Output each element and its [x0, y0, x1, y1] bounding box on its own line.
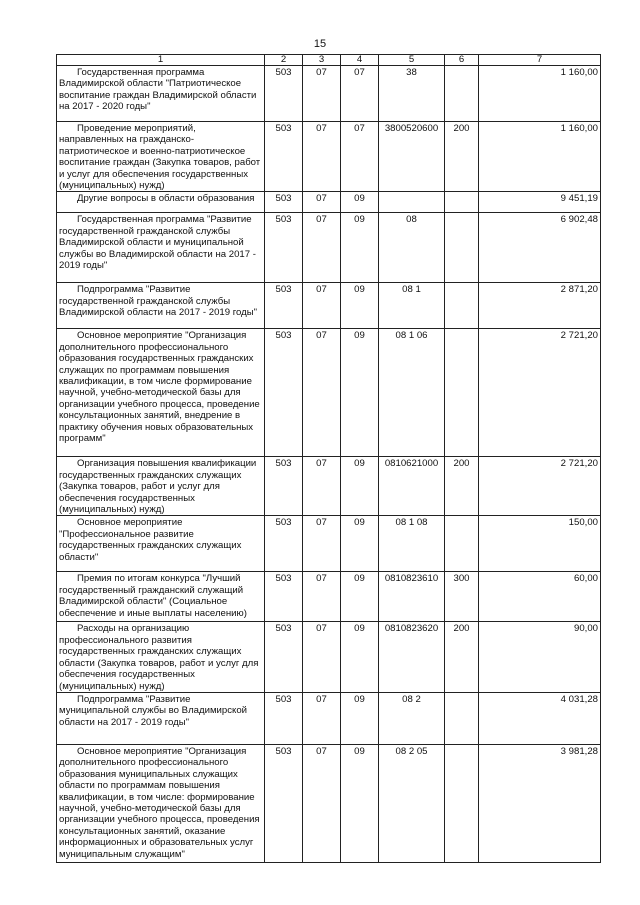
row-sum: 2 871,20	[479, 283, 601, 329]
table-row	[57, 692, 601, 744]
row-name: Организация повышения квалификации государственных гражданских служащих (Закупка товаров, работ и услуг для обеспечения государственных (муниципальных) нужд)	[57, 457, 265, 516]
row-pr: 09	[341, 213, 379, 283]
row-pr: 07	[341, 122, 379, 192]
row-sum: 2 721,20	[479, 457, 601, 516]
row-rz: 07	[303, 283, 341, 329]
row-rz: 07	[303, 572, 341, 622]
header-col-2: 2	[265, 55, 303, 66]
table-row	[57, 213, 601, 283]
row-pr: 09	[341, 572, 379, 622]
row-rz: 07	[303, 213, 341, 283]
row-name: Премия по итогам конкурса "Лучший государственный гражданский служащий Владимирской области" (Социальное обеспечение и иные выплаты населению)	[57, 572, 265, 622]
table-row	[57, 329, 601, 457]
header-col-4: 4	[341, 55, 379, 66]
row-vr	[445, 329, 479, 457]
row-csr: 0810823610	[379, 572, 445, 622]
row-rz: 07	[303, 329, 341, 457]
row-name: Основное мероприятие "Организация дополнительного профессионального образования муниципальных служащих области по программам повышения квалификации, в том числе: формирование научной, учебно-методической базы для организации учебного процесса, проведения консультационных занятий, оказание информационных и образовательных услуг муниципальным служащим"	[57, 744, 265, 862]
table-row	[57, 283, 601, 329]
header-col-5: 5	[379, 55, 445, 66]
row-vr	[445, 744, 479, 862]
row-name: Расходы на организацию профессионального развития государственных гражданских служащих области (Закупка товаров, работ и услуг для обеспечения государственных (муниципальных) нужд)	[57, 622, 265, 692]
row-csr: 0810823620	[379, 622, 445, 692]
row-vr	[445, 213, 479, 283]
row-ved: 503	[265, 283, 303, 329]
row-sum: 6 902,48	[479, 213, 601, 283]
row-vr	[445, 516, 479, 572]
row-sum: 9 451,19	[479, 192, 601, 213]
row-ved: 503	[265, 692, 303, 744]
row-name: Государственная программа Владимирской области "Патриотическое воспитание граждан Владимирской области на 2017 - 2020 годы"	[57, 66, 265, 122]
row-rz: 07	[303, 66, 341, 122]
row-ved: 503	[265, 457, 303, 516]
row-csr: 08	[379, 213, 445, 283]
header-col-3: 3	[303, 55, 341, 66]
table-row	[57, 122, 601, 192]
row-sum: 3 981,28	[479, 744, 601, 862]
row-name: Проведение мероприятий, направленных на гражданско-патриотическое и военно-патриотическое воспитание граждан (Закупка товаров, работ и услуг для обеспечения государственных (муниципальных) нужд)	[57, 122, 265, 192]
row-ved: 503	[265, 516, 303, 572]
row-ved: 503	[265, 213, 303, 283]
row-csr: 08 1 06	[379, 329, 445, 457]
row-name: Государственная программа "Развитие государственной гражданской службы Владимирской области и муниципальной службы во Владимирской области на 2017 - 2019 годы"	[57, 213, 265, 283]
row-vr: 200	[445, 122, 479, 192]
row-rz: 07	[303, 622, 341, 692]
row-ved: 503	[265, 744, 303, 862]
row-vr	[445, 192, 479, 213]
header-col-7: 7	[479, 55, 601, 66]
budget-table	[56, 54, 601, 863]
row-pr: 09	[341, 192, 379, 213]
row-vr	[445, 66, 479, 122]
header-col-6: 6	[445, 55, 479, 66]
row-pr: 09	[341, 744, 379, 862]
row-ved: 503	[265, 122, 303, 192]
row-name: Подпрограмма "Развитие муниципальной службы во Владимирской области на 2017 - 2019 годы"	[57, 692, 265, 744]
row-ved: 503	[265, 572, 303, 622]
row-name: Основное мероприятие "Организация дополнительного профессионального образования государственных гражданских служащих по программам повышения квалификации, в том числе формирование научной, учебно-методической базы для организации учебного процесса, проведение консультационных занятий, внедрение в практику обучения новых образовательных программ"	[57, 329, 265, 457]
table-row	[57, 622, 601, 692]
row-csr	[379, 192, 445, 213]
header-row	[57, 55, 601, 66]
row-pr: 09	[341, 692, 379, 744]
row-sum: 150,00	[479, 516, 601, 572]
table-row	[57, 192, 601, 213]
row-csr: 3800520600	[379, 122, 445, 192]
row-vr: 200	[445, 622, 479, 692]
row-sum: 4 031,28	[479, 692, 601, 744]
row-name: Другие вопросы в области образования	[57, 192, 265, 213]
row-vr	[445, 283, 479, 329]
row-rz: 07	[303, 744, 341, 862]
row-csr: 0810621000	[379, 457, 445, 516]
table-row	[57, 744, 601, 862]
row-pr: 07	[341, 66, 379, 122]
row-sum: 1 160,00	[479, 122, 601, 192]
row-sum: 90,00	[479, 622, 601, 692]
row-ved: 503	[265, 622, 303, 692]
row-csr: 08 1	[379, 283, 445, 329]
row-rz: 07	[303, 692, 341, 744]
row-rz: 07	[303, 192, 341, 213]
header-col-1: 1	[57, 55, 265, 66]
row-pr: 09	[341, 329, 379, 457]
row-csr: 08 2	[379, 692, 445, 744]
row-name: Подпрограмма "Развитие государственной гражданской службы Владимирской области на 2017 - 2019 годы"	[57, 283, 265, 329]
row-ved: 503	[265, 192, 303, 213]
row-pr: 09	[341, 457, 379, 516]
table-row	[57, 457, 601, 516]
table-row	[57, 572, 601, 622]
row-csr: 08 1 08	[379, 516, 445, 572]
row-sum: 1 160,00	[479, 66, 601, 122]
row-pr: 09	[341, 622, 379, 692]
row-vr	[445, 692, 479, 744]
row-sum: 2 721,20	[479, 329, 601, 457]
row-sum: 60,00	[479, 572, 601, 622]
row-csr: 08 2 05	[379, 744, 445, 862]
row-rz: 07	[303, 122, 341, 192]
row-rz: 07	[303, 457, 341, 516]
row-pr: 09	[341, 283, 379, 329]
row-csr: 38	[379, 66, 445, 122]
row-rz: 07	[303, 516, 341, 572]
row-name: Основное мероприятие "Профессиональное развитие государственных гражданских служащих области"	[57, 516, 265, 572]
row-pr: 09	[341, 516, 379, 572]
row-ved: 503	[265, 66, 303, 122]
table-row	[57, 516, 601, 572]
row-ved: 503	[265, 329, 303, 457]
table-row	[57, 66, 601, 122]
row-vr: 300	[445, 572, 479, 622]
row-vr: 200	[445, 457, 479, 516]
page-number: 15	[313, 38, 327, 50]
